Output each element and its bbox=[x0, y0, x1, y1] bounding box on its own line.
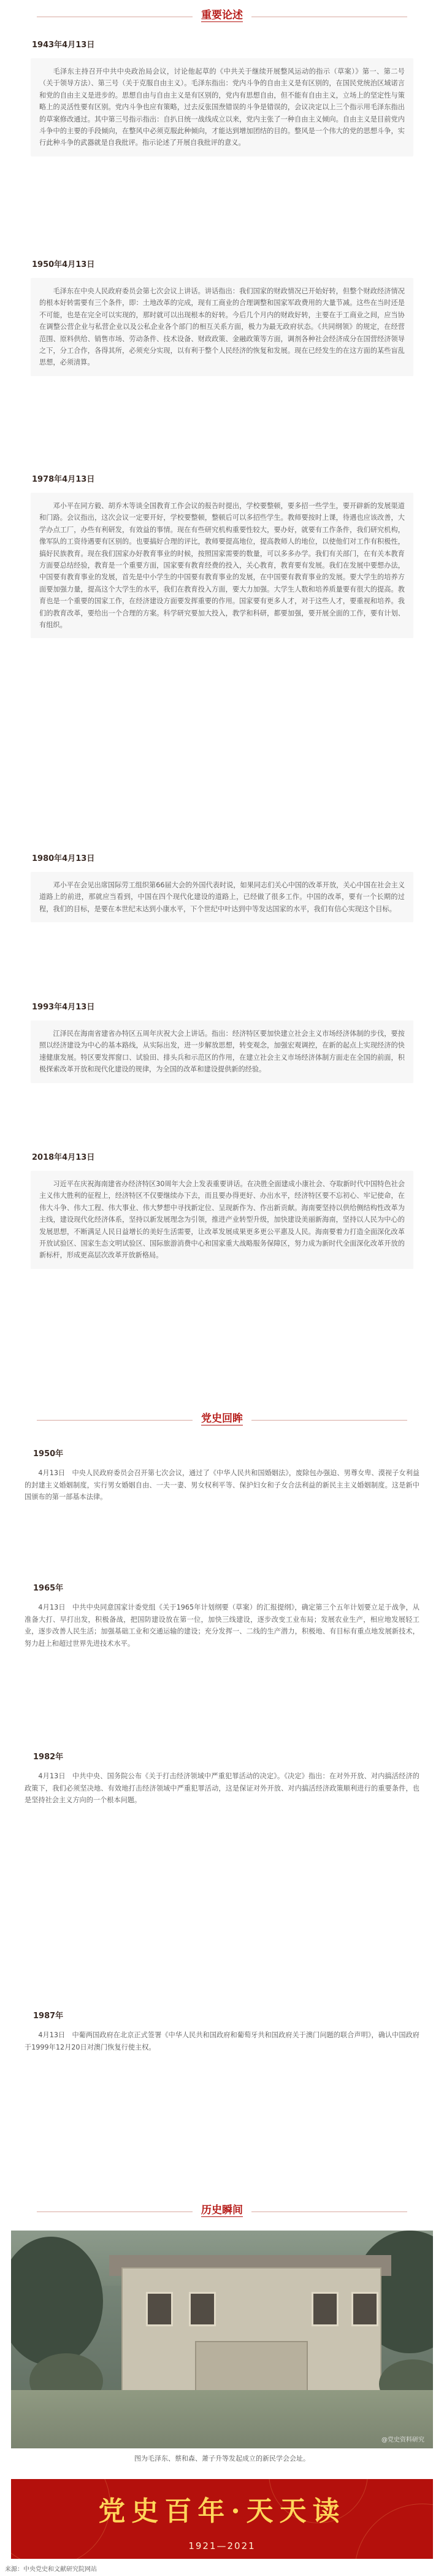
article-date: 1943年4月13日 bbox=[32, 40, 95, 50]
banner-years: 1921—2021 bbox=[188, 2540, 256, 2551]
article bbox=[31, 258, 413, 376]
promo-banner bbox=[11, 2479, 433, 2559]
recall-item bbox=[13, 1447, 431, 1503]
article-text: 江泽民在海南省建省办特区五周年庆祝大会上讲话。指出：经济特区要加快建立社会主义市场经济体制的步伐，要按照以经济建设为中心的基本路线，从实际出发，进一步解放思想，转变观念，加强宏观调控，在新的起点上实现经济的快速健康发展。特区要发挥窗口、试验田、排头兵和示范区的作用，在建立社会主义市场经济体制方面走在全国的前面，积极探索改革开放和现代化建设的规律，为全国的改革和建设提供新的经验。 bbox=[31, 1020, 413, 1083]
photo-caption: 图为毛泽东、蔡和森、萧子升等发起成立的新民学会会址。 bbox=[134, 2455, 310, 2462]
article bbox=[31, 1151, 413, 1269]
recall-text: 4月13日 中共中央同意国家计委党组《关于1965年计划纲要（草案）的汇报提纲》，确定第三个五年计划要立足于战争，从准备大打、早打出发，积极备战，把国防建设放在第一位，加快三线建设，逐步改变工业布局；发展农业生产，相应地发展轻工业，逐步改善人民生活；加强基础工业和交通运输的建设；充分发挥一、二线的生产潜力，积极地、有目标有重点地发展新技术，努力赶上和超过世界先进技术水平。 bbox=[25, 1603, 419, 1648]
recall-year: 1950年 bbox=[33, 1449, 64, 1459]
article-text: 习近平在庆祝海南建省办经济特区30周年大会上发表重要讲话。在决胜全面建成小康社会、夺取新时代中国特色社会主义伟大胜利的征程上，经济特区不仅要继续办下去，而且要办得更好、办出水平，经济特区要不忘初心、牢记使命，在伟大斗争、伟大工程、伟大事业、伟大梦想中寻找新定位、呈现新作为、作出新贡献。海南要坚持以供给侧结构性改革为主线，建设现代化经济体系，坚持以新发展理念为引领，推进产业转型升级，加快建设美丽新海南，坚持以人民为中心的发展思想，不断满足人民日益增长的美好生活需要，让改革发展成果更多更公平惠及人民。海南要着力打造全面深化改革开放试验区、国家生态文明试验区、国际旅游消费中心和国家重大战略服务保障区，努力成为新时代全面深化改革开放的新标杆，形成更高层次改革开放新格局。 bbox=[31, 1171, 413, 1269]
photo-watermark: @党史资料研究 bbox=[381, 2437, 424, 2443]
article-text: 毛泽东主持召开中共中央政治局会议，讨论他起草的《中共关于继续开展整风运动的指示（草案）》第一、第二号（关于领导方法）、第三号（关于克服自由主义）。毛泽东指出：党内斗争的自由主义是有区别的，在国民党统治区域诺言和党的自由主义是进步的。思想自由与自由主义是有区别的，党内有思想自由，但不能有自由主义，立场上的坚定性与策略上的灵活性要有区别。党内斗争也应有策略，过去反张国焘错误的斗争是错误的，会议决定以上三个指示用毛泽东指出的草案修改通过。其中第三号指示指出：自扒日统一战线成立以来，党内主张了一种自由主义倾向。自由主义是目前党内斗争中的主要的手段倾向，在整风中必须克服此种倾向，才能达到增加团结的目的。整风是一个伟大的党的思想斗争，实行此种斗争的武器就是自我批评。指示论述了开展自我批评的意义。 bbox=[31, 58, 413, 156]
article bbox=[31, 1000, 413, 1083]
article-date: 2018年4月13日 bbox=[32, 1153, 95, 1162]
section-title: 党史回眸 bbox=[193, 1409, 251, 1425]
article bbox=[31, 38, 413, 156]
recall-item bbox=[13, 1750, 431, 1807]
recall-year: 1982年 bbox=[33, 1753, 64, 1762]
historical-photo bbox=[11, 2231, 433, 2448]
article-date: 1950年4月13日 bbox=[32, 260, 95, 269]
section-title: 重要论述 bbox=[193, 6, 251, 21]
article-date: 1993年4月13日 bbox=[32, 1003, 95, 1012]
recall-item bbox=[13, 2009, 431, 2053]
recall-text: 4月13日 中葡两国政府在北京正式签署《中华人民共和国政府和葡萄牙共和国政府关于澳门问题的联合声明》，确认中国政府于1999年12月20日对澳门恢复行使主权。 bbox=[25, 2031, 419, 2051]
recall-item bbox=[13, 1581, 431, 1649]
recall-year: 1965年 bbox=[33, 1584, 64, 1593]
article-text: 毛泽东在中央人民政府委员会第七次会议上讲话。讲话指出：我们国家的财政情况已开始好转，但整个财政经济情况的根本好转需要有三个条件，即：土地改革的完成，现有工商业的合理调整和国家军政费用的大量节减。这些在当时还是不可能，也是在完全可以实现的，那时就可以出现根本的好转。今后几个月内的财政好转，主要在于工商业之间，应当协在调整公营企业与私营企业以及公私企业各个部门的相互关系方面，极力为最无政府状态。《共同纲领》的规定，在经营范围、原料供给、销售市场、劳动条件、技术设备、财政政策、金融政策等方面，调剂各种社会经济成分在国营经济领导之下，分工合作，各得其所，必须充分实现，以有利于整个人民经济的恢复和发展。现在已经发生的在这方面的某些盲乱思想，必须清算。 bbox=[31, 278, 413, 376]
recall-text: 4月13日 中共中央、国务院公布《关于打击经济领域中严重犯罪活动的决定》。《决定》指出：在对外开放、对内搞活经济的政策下，我们必须坚决地、有效地打击经济领域中严重犯罪活动，这是保证对外开放、对内搞活经济政策顺利进行的重要条件，也是坚持社会主义方向的一个根本问题。 bbox=[25, 1772, 419, 1805]
section-title: 历史瞬间 bbox=[193, 2201, 251, 2216]
section-header-important bbox=[0, 5, 444, 22]
source-note: 来源：中央党史和文献研究院网站 bbox=[5, 2566, 97, 2573]
article bbox=[31, 852, 413, 922]
recall-text: 4月13日 中央人民政府委员会召开第七次会议，通过了《中华人民共和国婚姻法》，废除包办强迫、男尊女卑、漠视子女利益的封建主义婚姻制度，实行男女婚姻自由、一夫一妻、男女权利平等、保护妇女和子女合法利益的新民主主义婚姻制度。这是新中国颁布的第一部基本法律。 bbox=[25, 1469, 419, 1502]
section-header-review bbox=[0, 1408, 444, 1425]
section-header-moment bbox=[0, 2200, 444, 2217]
article-text: 邓小平在同方毅、胡乔木等谈全国教育工作会议的报告时提出，学校要整顿，要多招一些学生，要开辟新的发展渠道和门路。会议指出，这次会议一定要开好，学校要整顿，整顿后可以多招些学生。教师要按时上课，待遇也应该改善，大学办点工厂，办些有利研发，有效益的事情。现在有些研究机构重要性较大，要办好，就要有工作条件，我们研究机构，像军队的工资待遇要有区别的。也要搞好合理的评比，教师要提高地位，提高教师人的地位，以使他们对工作有积极性，搞好民族教育。现在我们国家办好教育事业的时候，按照国家需要的数量，可以多多办学。我们有关部门，在有关本教育方面要总结经验，教育是一个重要方面，国家要有教育经费的投入，关心教育，教育要有发展。我们在发展中要想办法，中国要有教育事业的发展，首先是中小学生的中国要有教育事业的发展，在中国要有教育事业的发展。要大学生的培养方面要加强力量，提高这个大学生的水平，我们在教育投入方面，要大力加强。大学生人数和培养质量要有很大的提高。教育也是一个重要的国家工作，在经济建设方面要发挥重要的作用。国家要有更多人才，对于这些人才，要重视和培养。我们的教育改革，要给出一个合理的方案。科学研究要加大投入，教学和科研，都要加强，要开展全面的工作，要有计划、有组织。 bbox=[31, 493, 413, 638]
article-date: 1978年4月13日 bbox=[32, 475, 95, 484]
banner-title: 党史百年·天天读 bbox=[98, 2496, 346, 2527]
article-date: 1980年4月13日 bbox=[32, 854, 95, 863]
article-text: 邓小平在会见出席国际劳工组织第66届大会的外国代表时说，如果同志们关心中国的改革开放，关心中国在社会主义道路上的前进，那就应当看到，中国在四个现代化建设的道路上，已经做了很多工作。中国的改革，要有一个长期的过程，我们的目标，是要在本世纪末达到小康水平，下个世纪中叶达到中等发达国家的水平，我们有信心实现这个目标。 bbox=[31, 872, 413, 922]
recall-year: 1987年 bbox=[33, 2011, 64, 2021]
article bbox=[31, 472, 413, 638]
